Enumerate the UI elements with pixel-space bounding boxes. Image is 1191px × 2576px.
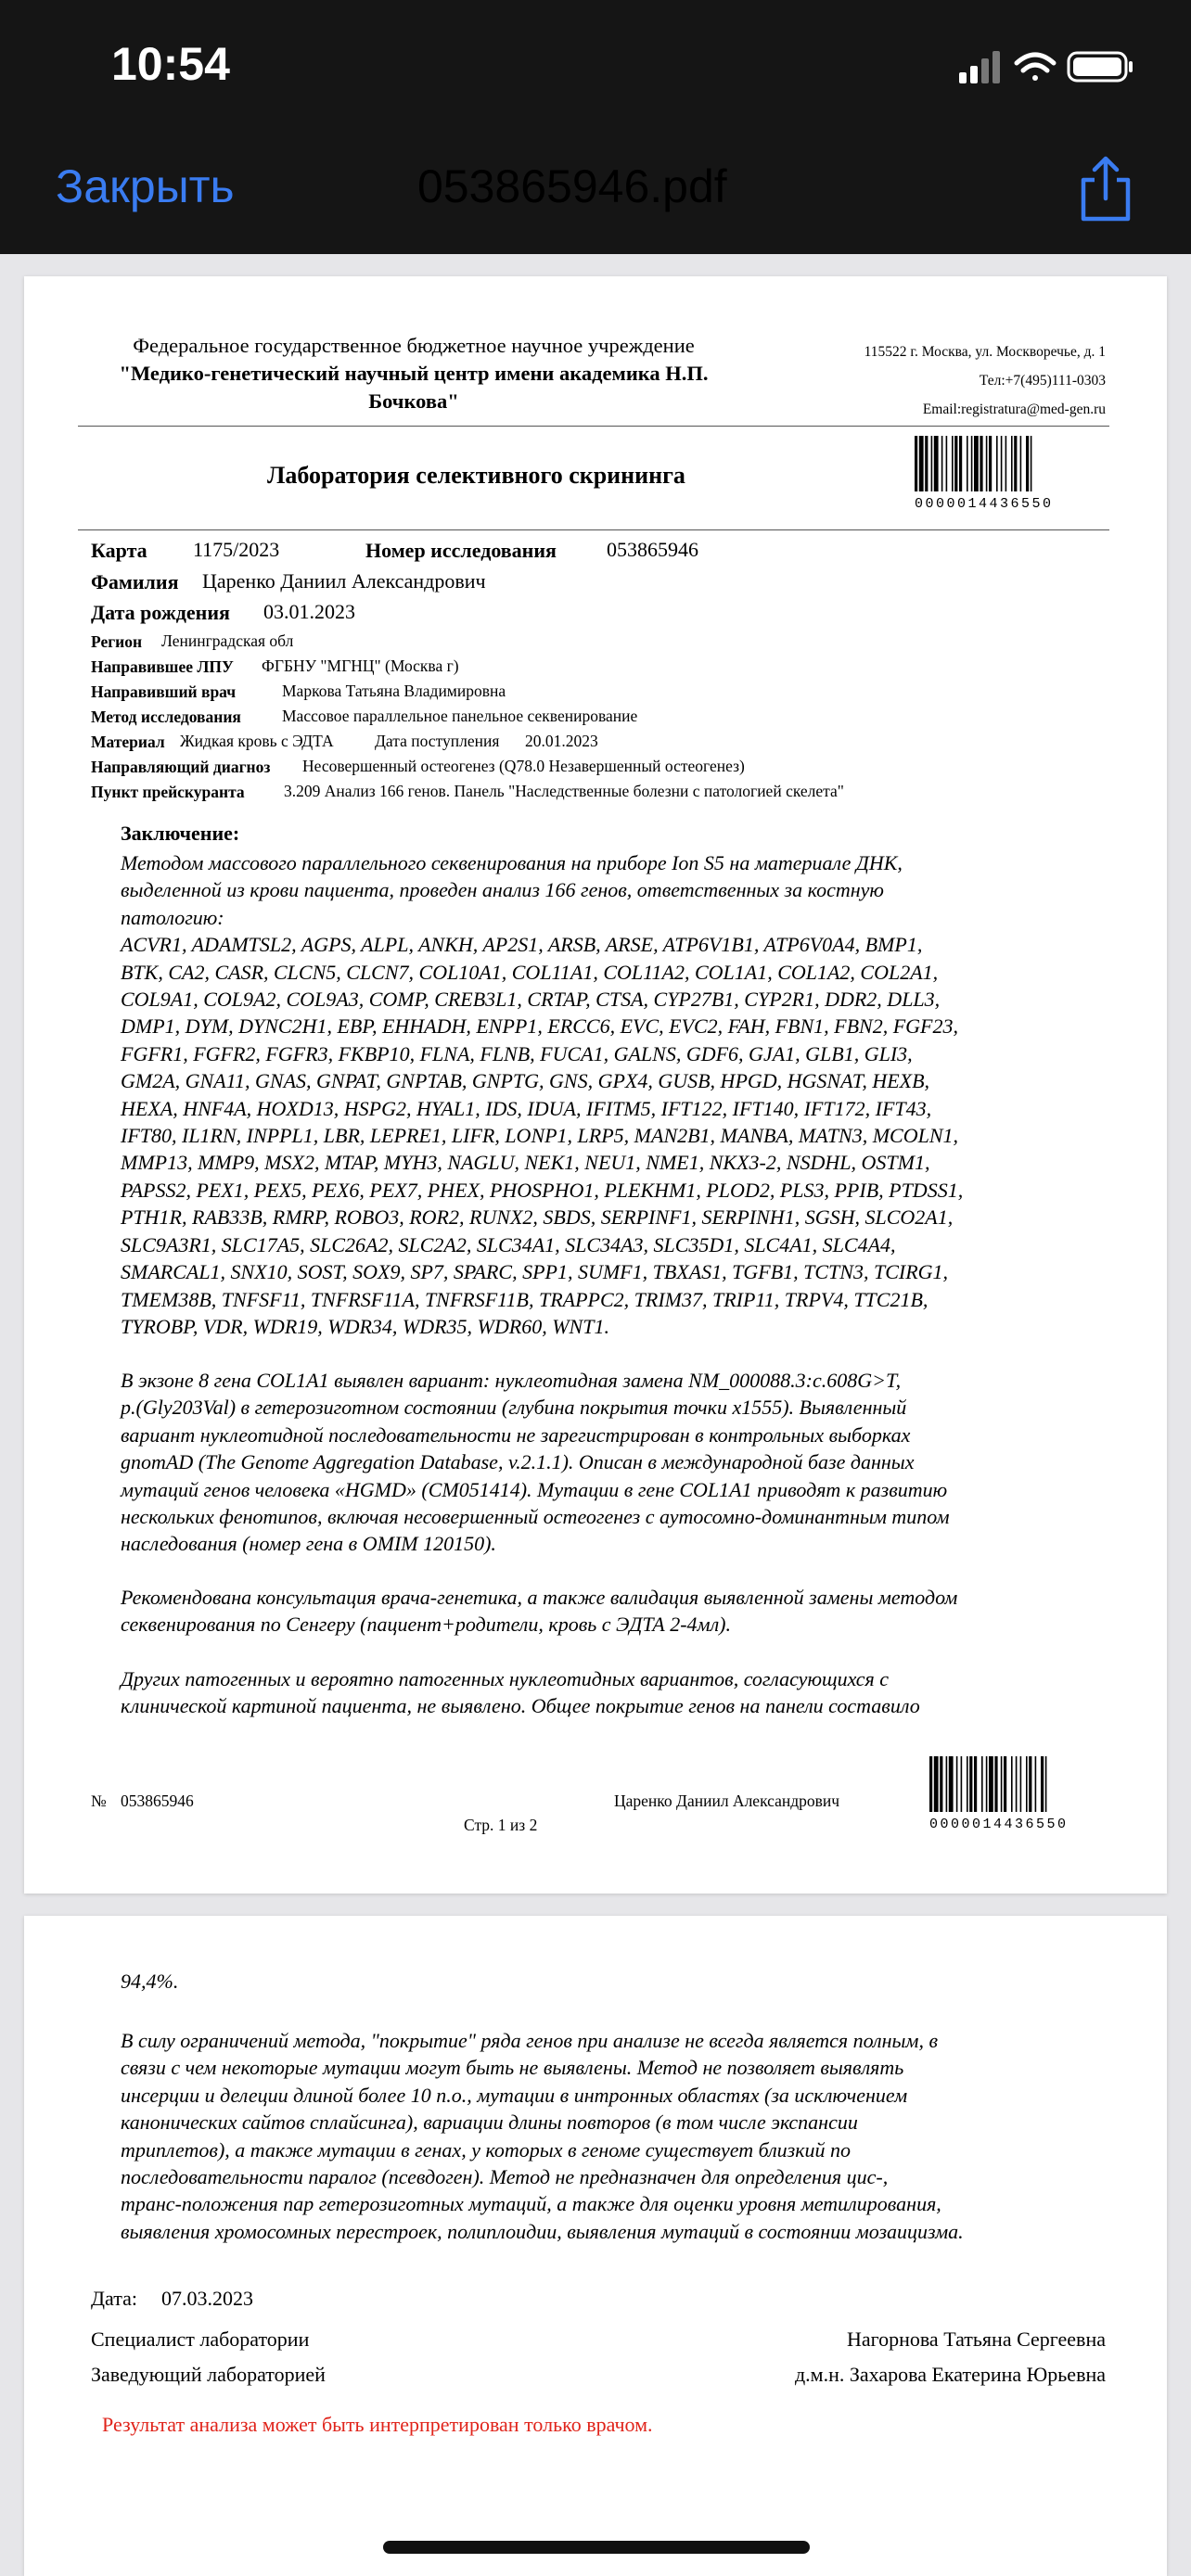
barcode-bar xyxy=(969,1756,972,1812)
barcode-bar xyxy=(949,1756,954,1812)
barcode-bar xyxy=(934,436,939,491)
barcode-bar xyxy=(1020,1756,1022,1812)
barcode-bar xyxy=(925,436,928,491)
home-indicator[interactable] xyxy=(383,2541,810,2554)
barcode-bar xyxy=(929,1756,932,1812)
barcode-bar xyxy=(1001,1756,1003,1812)
barcode-bar xyxy=(1029,1756,1031,1812)
cellular-signal-icon xyxy=(959,51,1000,83)
para-line: TYROBP, VDR, WDR19, WDR34, WDR35, WDR60, WNT1. xyxy=(121,1314,609,1338)
barcode-bar xyxy=(980,436,982,491)
price-value: 3.209 Анализ 166 генов. Панель "Наследственные болезни с патологией скелета" xyxy=(284,782,844,800)
conclusion-paragraph-genes xyxy=(121,849,963,1340)
dob-label: Дата рождения xyxy=(91,601,230,624)
barcode-bar xyxy=(959,436,962,491)
para-line: выделенной из крови пациента, проведен анализ 166 генов, ответственных за костную xyxy=(121,878,884,902)
org-address: 115522 г. Москва, ул. Москворечье, д. 1 xyxy=(864,344,1106,360)
org-line-3: Бочкова" xyxy=(368,389,459,413)
study-value: 053865946 xyxy=(607,538,698,561)
head-label: Заведующий лабораторией xyxy=(91,2363,326,2386)
barcode-bar xyxy=(1011,436,1013,491)
para-line: GM2A, GNA11, GNAS, GNPAT, GNPTAB, GNPTG, GNS, GPX4, GUSB, HPGD, HGSNAT, HEXB, xyxy=(121,1069,930,1093)
barcode-bar xyxy=(1005,436,1007,491)
lpu-label: Направившее ЛПУ xyxy=(91,657,234,676)
header-barcode xyxy=(915,436,1063,512)
org-email: Email:registratura@med-gen.ru xyxy=(922,402,1106,417)
conclusion-paragraph-other xyxy=(121,1665,920,1720)
wifi-icon xyxy=(1017,55,1054,81)
barcode-icon xyxy=(929,1756,1078,1816)
lab-divider xyxy=(78,529,1109,530)
barcode-bar xyxy=(954,436,957,491)
para-line: SLC9A3R1, SLC17A5, SLC26A2, SLC2A2, SLC34A1, SLC34A3, SLC35D1, SLC4A1, SLC4A4, xyxy=(121,1232,896,1256)
barcode-bar xyxy=(1001,436,1003,491)
barcode-bar xyxy=(946,436,948,491)
barcode-bar xyxy=(971,436,973,491)
share-icon xyxy=(1076,154,1135,223)
para-line: вариант нуклеотидной последовательности не зарегистрирован в контрольных выборках xyxy=(121,1422,911,1447)
material-value: Жидкая кровь с ЭДТА xyxy=(180,732,334,750)
footer-barcode xyxy=(929,1756,1078,1832)
barcode-bar xyxy=(996,436,998,491)
barcode-bar xyxy=(1014,436,1017,491)
para-line: Методом массового параллельного секвенирования на приборе Ion S5 на материале ДНК, xyxy=(121,851,903,874)
barcode-bar xyxy=(1035,1756,1037,1812)
barcode-bar xyxy=(961,1756,963,1812)
barcode-bar xyxy=(931,436,933,491)
method-label: Метод исследования xyxy=(91,708,241,726)
barcode-bar xyxy=(919,436,924,491)
conclusion-paragraph-variant xyxy=(121,1367,950,1558)
barcode-bar xyxy=(967,436,968,491)
para-line: секвенирования по Сенгеру (пациент+родители, кровь с ЭДТА 2-4мл). xyxy=(121,1613,731,1637)
barcode-bar xyxy=(940,1756,942,1812)
barcode-icon xyxy=(915,436,1063,495)
barcode-bar xyxy=(952,436,954,491)
surname-label: Фамилия xyxy=(91,570,179,593)
received-label: Дата поступления xyxy=(375,732,500,750)
status-icons xyxy=(959,48,1135,90)
org-contacts xyxy=(785,338,1106,424)
para-line: PTH1R, RAB33B, RMRP, ROBO3, ROR2, RUNX2, SBDS, SERPINF1, SERPINH1, SGSH, SLCO2A1, xyxy=(121,1205,954,1230)
specialist-name: Нагорнова Татьяна Сергеевна xyxy=(846,2327,1106,2351)
diagnosis-label-clip xyxy=(91,758,302,777)
para-line: Других патогенных и вероятно патогенных нуклеотидных вариантов, согласующихся с xyxy=(121,1667,890,1690)
para-line: MMP13, MMP9, MSX2, MTAP, MYH3, NAGLU, NEK1, NEU1, NME1, NKX3-2, NSDHL, OSTM1, xyxy=(121,1151,930,1175)
para-line: p.(Gly203Val) в гетерозиготном состоянии (глубина покрытия точки x1555). Выявленный xyxy=(121,1396,907,1420)
para-line: транс-положения пар гетерозиготных мутаций, а также для оценки уровня метилирования, xyxy=(121,2192,941,2216)
barcode-bar xyxy=(956,1756,958,1812)
pdf-page-1[interactable] xyxy=(24,276,1167,1894)
interpretation-note: Результат анализа может быть интерпретирован только врачом. xyxy=(102,2413,653,2436)
region-value: Ленинградская обл xyxy=(161,631,294,650)
method-value: Массовое параллельное панельное секвенирование xyxy=(282,707,638,725)
para-line: последовательности паралог (псевдоген). Метод не предназначен для определения цис-, xyxy=(121,2165,889,2189)
para-line: FGFR1, FGFR2, FGFR3, FKBP10, FLNA, FLNB, FUCA1, GALNS, GDF6, GJA1, GLB1, GLI3, xyxy=(121,1041,913,1065)
barcode-bar xyxy=(1026,436,1029,491)
date-value: 07.03.2023 xyxy=(161,2287,253,2310)
status-bar xyxy=(0,0,1191,139)
para-line: наследования (номер гена в OMIM 120150). xyxy=(121,1532,496,1556)
barcode-bar xyxy=(941,436,943,491)
para-line: BTK, CA2, CASR, CLCN5, CLCN7, COL10A1, COL11A1, COL11A2, COL1A1, COL1A2, COL2A1, xyxy=(121,960,939,984)
conclusion-paragraph-recommendation xyxy=(121,1584,957,1639)
barcode-bar xyxy=(981,1756,983,1812)
barcode-bar xyxy=(974,436,979,491)
para-line: мутаций генов человека «HGMD» (CM051414). Мутации в гене COL1A1 приводят к развитию xyxy=(121,1477,948,1501)
surname-value: Царенко Даниил Александрович xyxy=(202,569,486,593)
header-divider xyxy=(78,426,1109,427)
barcode-bar xyxy=(915,436,917,491)
card-value: 1175/2023 xyxy=(193,538,280,561)
barcode-bar xyxy=(1031,436,1032,491)
para-line: ACVR1, ADAMTSL2, AGPS, ALPL, ANKH, AP2S1, ARSB, ARSE, ATP6V1B1, ATP6V0A4, BMP1, xyxy=(121,933,923,957)
barcode-bar xyxy=(986,1756,988,1812)
barcode-bar xyxy=(994,1756,997,1812)
org-header xyxy=(80,332,748,415)
barcode-bar xyxy=(1041,1756,1044,1812)
study-label: Номер исследования xyxy=(365,539,557,562)
doctor-label: Направивший врач xyxy=(91,682,237,701)
barcode-bar xyxy=(1011,1756,1013,1812)
diagnosis-label: Направляющий диагноз xyxy=(91,758,271,776)
para-line: SMARCAL1, SNX10, SOST, SOX9, SP7, SPARC, SPP1, SUMF1, TBXAS1, TGFB1, TCTN3, TCIRG1, xyxy=(121,1260,949,1284)
date-label: Дата: xyxy=(91,2287,137,2310)
footer-num-label: № xyxy=(91,1792,107,1810)
para-line: триплетов), а также мутации в генах, у которых в геноме существует близкий по xyxy=(121,2137,852,2162)
para-line: TMEM38B, TNFSF11, TNFRSF11A, TNFRSF11B, TRAPPC2, TRIM37, TRIP11, TRPV4, TTC21B, xyxy=(121,1287,928,1311)
para-line: COL9A1, COL9A2, COL9A3, COMP, CREB3L1, CRTAP, CTSA, CYP27B1, CYP2R1, DDR2, DLL3, xyxy=(121,988,941,1012)
barcode-bar xyxy=(1026,1756,1028,1812)
close-button[interactable]: Закрыть xyxy=(56,160,235,212)
share-button[interactable] xyxy=(1076,154,1135,227)
price-label-clip xyxy=(91,783,284,802)
barcode-bar xyxy=(967,1756,968,1812)
specialist-label: Специалист лаборатории xyxy=(91,2327,310,2351)
barcode-bar xyxy=(1020,436,1022,491)
card-label: Карта xyxy=(91,539,147,562)
conclusion-title: Заключение: xyxy=(121,822,240,845)
para-line: gnomAD (The Genome Aggregation Database, v.2.1.1). Описан в международной базе данных xyxy=(121,1450,915,1474)
lpu-value: ФГБНУ "МГНЦ" (Москва г) xyxy=(262,657,459,675)
footer-patient-name: Царенко Даниил Александрович xyxy=(614,1792,840,1810)
dob-value: 03.01.2023 xyxy=(263,600,355,623)
para-line: связи с чем некоторые мутации могут быть не выявлены. Метод не позволяет выявлять xyxy=(121,2056,904,2080)
barcode-bar xyxy=(946,1756,948,1812)
para-line: патологию: xyxy=(121,905,224,929)
signal-wifi-battery-icons xyxy=(959,48,1135,85)
org-line-2: "Медико-генетический научный центр имени академика Н.П. xyxy=(119,362,709,385)
para-line: клинической картиной пациента, не выявлено. Общее покрытие генов на панели составило xyxy=(121,1694,920,1718)
price-label: Пункт прейскуранта xyxy=(91,783,245,801)
para-line: выявления хромосомных перестроек, полиплоидии, выявления мутаций в состоянии мозаицизма. xyxy=(121,2219,964,2243)
document-title: 053865946.pdf xyxy=(417,160,727,212)
barcode-number: 0000014436550 xyxy=(929,1817,1069,1832)
diagnosis-value: Несовершенный остеогенез (Q78.0 Незавершенный остеогенез) xyxy=(302,757,745,775)
para-line: DMP1, DYM, DYNC2H1, EBP, EHHADH, ENPP1, ERCC6, EVC, EVC2, FAH, FBN1, FBN2, FGF23, xyxy=(121,1014,958,1039)
para-line: канонических сайтов сплайсинга), вариации длины повторов (в том числе экспансии xyxy=(121,2111,858,2135)
barcode-bar xyxy=(1004,1756,1006,1812)
lab-title: Лаборатория селективного скрининга xyxy=(267,462,685,489)
status-time: 10:54 xyxy=(111,38,230,90)
footer-num-value: 053865946 xyxy=(121,1792,194,1810)
org-line-1: Федеральное государственное бюджетное научное учреждение xyxy=(133,334,695,357)
head-name: д.м.н. Захарова Екатерина Юрьевна xyxy=(794,2363,1106,2386)
barcode-bar xyxy=(989,436,992,491)
pdf-page-2[interactable] xyxy=(24,1916,1167,2576)
para-line: Рекомендована консультация врача-генетика, а также валидация выявленной замены методом xyxy=(121,1586,958,1609)
para-line: инсерции и делеции длиной более 10 п.о., мутации в интронных областях (за исключением xyxy=(121,2083,908,2107)
barcode-number: 0000014436550 xyxy=(915,496,1054,512)
region-label: Регион xyxy=(91,632,143,651)
limitations-paragraph xyxy=(121,2027,964,2245)
barcode-bar xyxy=(934,1756,939,1812)
para-line: В силу ограничений метода, "покрытие" ряда генов при анализе не всегда является полным, в xyxy=(121,2029,939,2052)
barcode-bar xyxy=(1045,1756,1047,1812)
footer-page-info: Стр. 1 из 2 xyxy=(464,1816,538,1834)
received-value: 20.01.2023 xyxy=(525,732,598,750)
doctor-value: Маркова Татьяна Владимировна xyxy=(282,682,506,700)
coverage-value: 94,4%. xyxy=(121,1970,179,1993)
para-line: IFT80, IL1RN, INPPL1, LBR, LEPRE1, LIFR, LONP1, LRP5, MAN2B1, MANBA, MATN3, MCOLN1, xyxy=(121,1124,959,1148)
barcode-bar xyxy=(1016,1756,1018,1812)
barcode-bar xyxy=(974,1756,977,1812)
battery-icon xyxy=(1069,53,1133,81)
para-line: PAPSS2, PEX1, PEX5, PEX6, PEX7, PHEX, PHOSPHO1, PLEKHM1, PLOD2, PLS3, PPIB, PTDSS1, xyxy=(121,1178,964,1202)
material-label: Материал xyxy=(91,733,165,751)
barcode-bar xyxy=(986,436,988,491)
para-line: нескольких фенотипов, включая несовершенный остеогенез с аутосомно-доминантным типом xyxy=(121,1505,950,1529)
para-line: HEXA, HNF4A, HOXD13, HSPG2, HYAL1, IDS, IDUA, IFITM5, IFT122, IFT140, IFT172, IFT43, xyxy=(121,1096,932,1120)
org-phone: Тел:+7(495)111-0303 xyxy=(979,373,1106,389)
navigation-bar xyxy=(0,139,1191,254)
para-line: В экзоне 8 гена COL1A1 выявлен вариант: нуклеотидная замена NM_000088.3:c.608G>T, xyxy=(121,1369,902,1392)
barcode-bar xyxy=(989,1756,993,1812)
